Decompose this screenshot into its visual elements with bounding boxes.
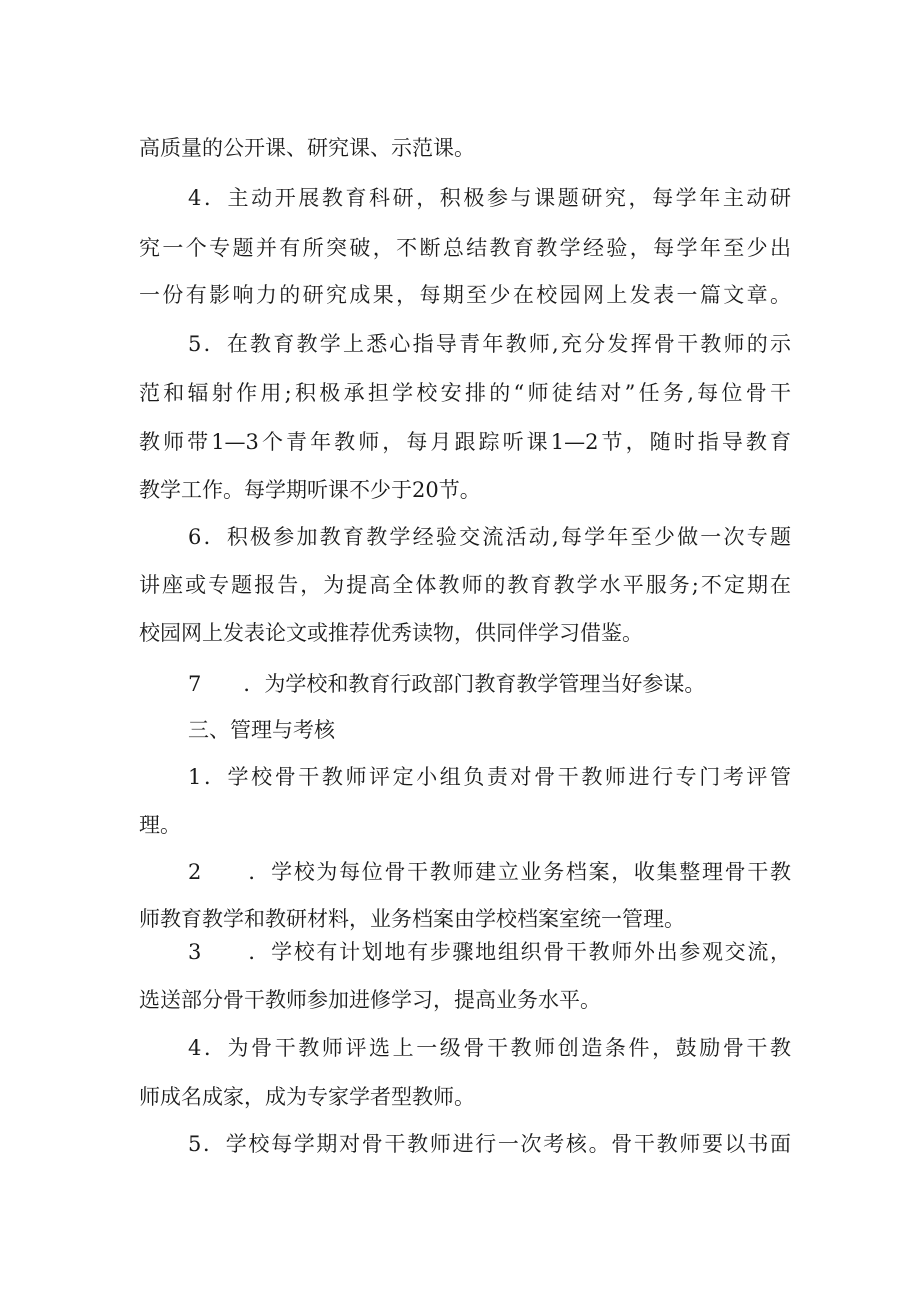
mgmt-item-4-line-2: 师成名成家，成为专家学者型教师。	[139, 1085, 475, 1109]
mgmt-item-3-line-1: 3 ．学校有计划地有步骤地组织骨干教师外出参观交流，	[188, 940, 791, 964]
mgmt-item-1-line-1: 1．学校骨干教师评定小组负责对骨干教师进行专门考评管	[188, 765, 791, 789]
item-4-line-1: 4．主动开展教育科研，积极参与课题研究，每学年主动研	[188, 186, 791, 210]
item-4-line-2: 究一个专题并有所突破，不断总结教育教学经验，每学年至少出	[139, 236, 791, 260]
mgmt-item-2-line-1: 2 ．学校为每位骨干教师建立业务档案，收集整理骨干教	[188, 860, 791, 884]
mgmt-item-4-line-1: 4．为骨干教师评选上一级骨干教师创造条件，鼓励骨干教	[188, 1036, 791, 1060]
item-7-line-1: 7 ．为学校和教育行政部门教育教学管理当好参谋。	[188, 672, 706, 696]
mgmt-item-2-line-2: 师教育教学和教研材料，业务档案由学校档案室统一管理。	[139, 907, 685, 931]
item-6-line-2: 讲座或专题报告，为提高全体教师的教育教学水平服务;不定期在	[139, 573, 791, 597]
item-5-line-3: 教师带1—3个青年教师，每月跟踪听课1—2节，随时指导教育	[139, 430, 791, 454]
section-heading: 三、管理与考核	[188, 718, 335, 742]
item-4-line-3: 一份有影响力的研究成果，每期至少在校园网上发表一篇文章。	[139, 283, 791, 307]
item-6-line-3: 校园网上发表论文或推荐优秀读物，供同伴学习借鉴。	[139, 621, 643, 645]
mgmt-item-1-line-2: 理。	[139, 813, 181, 837]
item-5-line-2: 范和辐射作用;积极承担学校安排的“师徒结对”任务,每位骨干	[139, 381, 791, 405]
mgmt-item-3-line-2: 选送部分骨干教师参加进修学习，提高业务水平。	[139, 988, 601, 1012]
paragraph-line: 高质量的公开课、研究课、示范课。	[139, 136, 475, 160]
item-5-line-1: 5．在教育教学上悉心指导青年教师,充分发挥骨干教师的示	[188, 332, 791, 356]
item-5-line-4: 教学工作。每学期听课不少于20节。	[139, 478, 481, 502]
item-6-line-1: 6．积极参加教育教学经验交流活动,每学年至少做一次专题	[188, 525, 791, 549]
mgmt-item-5-line-1: 5．学校每学期对骨干教师进行一次考核。骨干教师要以书面	[188, 1132, 791, 1156]
